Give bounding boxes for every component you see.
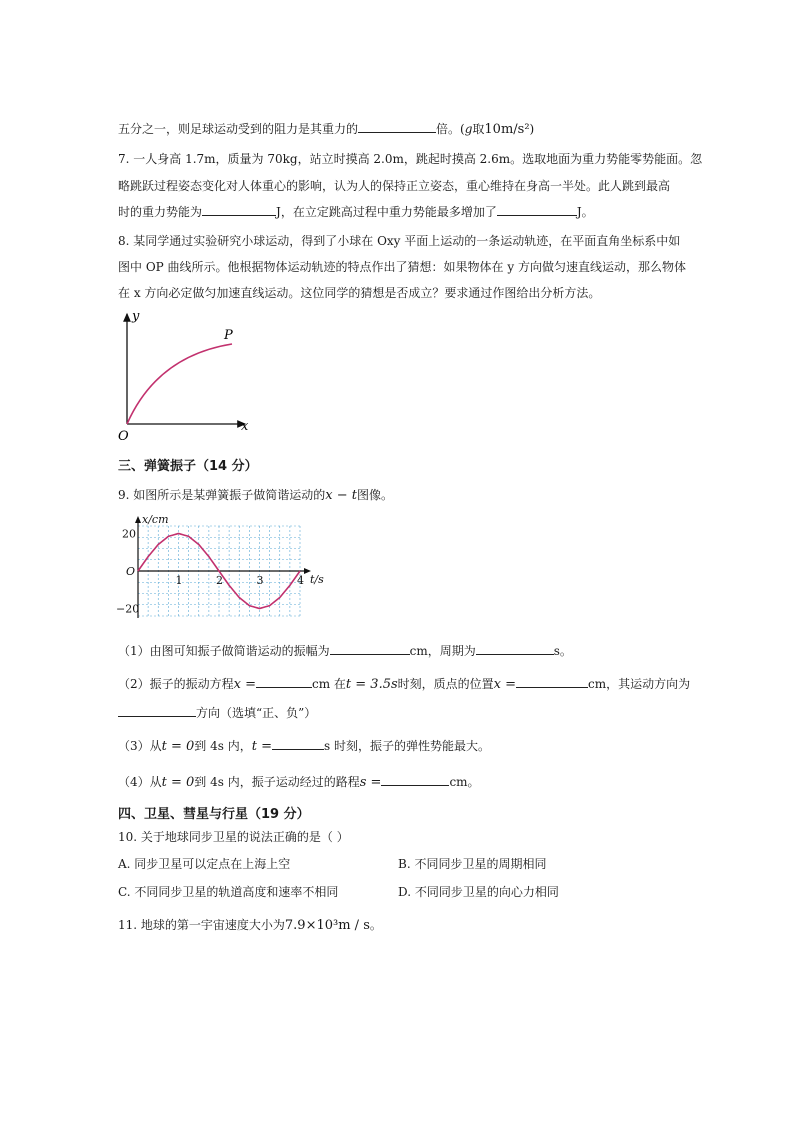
q9-time-blank[interactable] bbox=[272, 737, 324, 750]
section-3-title: 三、弹簧振子（14 分） bbox=[118, 459, 258, 474]
q9-sub3-text: （3）从 bbox=[118, 739, 162, 753]
q9-sub2-t: t = 3.5s bbox=[345, 677, 398, 692]
q11-stem-text-b: 。 bbox=[369, 918, 382, 932]
q9-sub4-text: （4）从 bbox=[118, 775, 162, 789]
point-p-label: P bbox=[224, 328, 233, 343]
q9-sub1-text-b: cm，周期为 bbox=[409, 644, 476, 658]
shm-x-tick-label: 2 bbox=[216, 574, 223, 587]
q9-shm-chart bbox=[112, 512, 332, 632]
q9-sub3-text-b: 到 4s 内， bbox=[194, 739, 252, 753]
q7-text-c: J。 bbox=[576, 205, 594, 219]
q6-text-d: ) bbox=[529, 122, 535, 136]
shm-y-tick-label: 20 bbox=[122, 527, 136, 541]
q11-stem-math: 7.9×10³m / s bbox=[284, 918, 370, 933]
q10-option-d[interactable]: D. 不同同步卫星的向心力相同 bbox=[398, 885, 559, 899]
q8-line-3: 在 x 方向必定做匀加速直线运动。这位同学的猜想是否成立？要求通过作图给出分析方法。 bbox=[118, 286, 601, 300]
shm-x-tick-label: 4 bbox=[297, 574, 304, 587]
x-axis-label: x bbox=[241, 419, 249, 434]
q7-text-b: J，在立定跳高过程中重力势能最多增加了 bbox=[276, 205, 497, 219]
q9-distance-blank[interactable] bbox=[381, 773, 449, 786]
q9-amplitude-blank[interactable] bbox=[330, 642, 410, 655]
q11-stem-text: 11. 地球的第一宇宙速度大小为 bbox=[118, 918, 285, 932]
q10-option-c[interactable]: C. 不同同步卫星的轨道高度和速率不相同 bbox=[118, 885, 339, 899]
shm-y-label: x/cm bbox=[142, 513, 169, 526]
q9-period-blank[interactable] bbox=[476, 642, 554, 655]
q8-line-1: 8. 某同学通过实验研究小球运动，得到了小球在 Oxy 平面上运动的一条运动轨迹，在平面直角坐标系中如 bbox=[118, 234, 681, 248]
q9-sub2-text-b: cm 在 bbox=[312, 677, 346, 691]
q9-stem-text-b: 图像。 bbox=[356, 488, 393, 502]
shm-y-arrow bbox=[135, 516, 141, 523]
q7-line-1: 7. 一人身高 1.7m，质量为 70kg，站立时摸高 2.0m，跳起时摸高 2.6m。选取地面为重力势能零势能面。忽 bbox=[118, 152, 703, 166]
q6-answer-blank[interactable] bbox=[358, 120, 436, 133]
q9-sub2-text-d: cm，其运动方向为 bbox=[588, 677, 691, 691]
origin-label: O bbox=[118, 429, 129, 444]
q6-text-b: 倍。( bbox=[436, 122, 465, 136]
q6-text-c: 取 bbox=[472, 122, 485, 136]
q9-sub2-text-e: 方向（选填“正、负”） bbox=[196, 706, 317, 720]
q9-sub2-text-c: 时刻，质点的位置 bbox=[397, 677, 494, 691]
q9-sub2-text: （2）振子的振动方程 bbox=[118, 677, 234, 691]
shm-x-tick-label: 3 bbox=[256, 574, 264, 587]
y-axis-label: y bbox=[132, 309, 140, 324]
q7-line-3 bbox=[118, 203, 594, 220]
section-4-title: 四、卫星、彗星与行星（19 分） bbox=[118, 807, 310, 822]
q9-sub1-text: （1）由图可知振子做简谐运动的振幅为 bbox=[118, 644, 330, 658]
q7-answer-blank-2[interactable] bbox=[497, 203, 577, 216]
q9-stem bbox=[118, 487, 393, 504]
q9-sub3 bbox=[118, 737, 490, 755]
op-curve bbox=[127, 344, 232, 424]
shm-origin-label: O bbox=[126, 565, 136, 578]
shm-y-tick-label: −20 bbox=[116, 602, 140, 616]
q7-answer-blank-1[interactable] bbox=[202, 203, 276, 216]
q9-sub3-t0: t = 0 bbox=[161, 739, 195, 754]
chart-labels bbox=[116, 513, 324, 616]
q6-g-value: 10m/s² bbox=[484, 122, 530, 137]
q9-sub4 bbox=[118, 773, 480, 791]
q9-sub2-x2: x = bbox=[493, 677, 517, 692]
q7-text-a: 时的重力势能为 bbox=[118, 205, 203, 219]
q6-line bbox=[118, 120, 534, 138]
q8-trajectory-figure bbox=[112, 306, 262, 446]
q9-sub4-text-c: cm。 bbox=[449, 775, 480, 789]
q9-sub4-s: s = bbox=[359, 775, 382, 790]
q9-position-blank[interactable] bbox=[516, 675, 588, 688]
chart-axes bbox=[135, 516, 311, 618]
q9-stem-text: 9. 如图所示是某弹簧振子做简谐运动的 bbox=[118, 488, 326, 502]
q9-sub4-t0: t = 0 bbox=[161, 775, 195, 790]
q9-sub4-text-b: 到 4s 内，振子运动经过的路程 bbox=[194, 775, 360, 789]
q10-option-b[interactable]: B. 不同同步卫星的周期相同 bbox=[398, 857, 547, 871]
q9-direction-blank[interactable] bbox=[118, 704, 196, 717]
q8-line-2: 图中 OP 曲线所示。他根据物体运动轨迹的特点作出了猜想：如果物体在 y 方向做匀速直线运动，那么物体 bbox=[118, 260, 686, 274]
shm-x-tick-label: 1 bbox=[175, 574, 183, 587]
q10-stem: 10. 关于地球同步卫星的说法正确的是（ ） bbox=[118, 830, 349, 844]
q9-sub3-text-c: s 时刻，振子的弹性势能最大。 bbox=[323, 739, 490, 753]
q6-g-symbol: g bbox=[464, 122, 473, 136]
q7-line-2: 略跳跃过程姿态变化对人体重心的影响，认为人的保持正立姿态，重心维持在身高一半处。此人跳到最高 bbox=[118, 179, 671, 193]
q9-equation-blank[interactable] bbox=[256, 675, 312, 688]
q9-sub1-text-c: s。 bbox=[553, 644, 572, 658]
q6-text: 五分之一，则足球运动受到的阻力是其重力的 bbox=[118, 122, 359, 136]
q9-sub3-t: t = bbox=[251, 739, 272, 754]
q9-sub1 bbox=[118, 642, 572, 659]
q11-stem bbox=[118, 917, 382, 934]
q9-sub2-cont bbox=[118, 704, 316, 721]
q9-sub2 bbox=[118, 675, 690, 693]
q9-sub2-x: x = bbox=[233, 677, 256, 692]
shm-x-label: t/s bbox=[310, 573, 324, 586]
q10-option-a[interactable]: A. 同步卫星可以定点在上海上空 bbox=[118, 857, 291, 871]
q9-stem-math: x − t bbox=[325, 488, 357, 503]
